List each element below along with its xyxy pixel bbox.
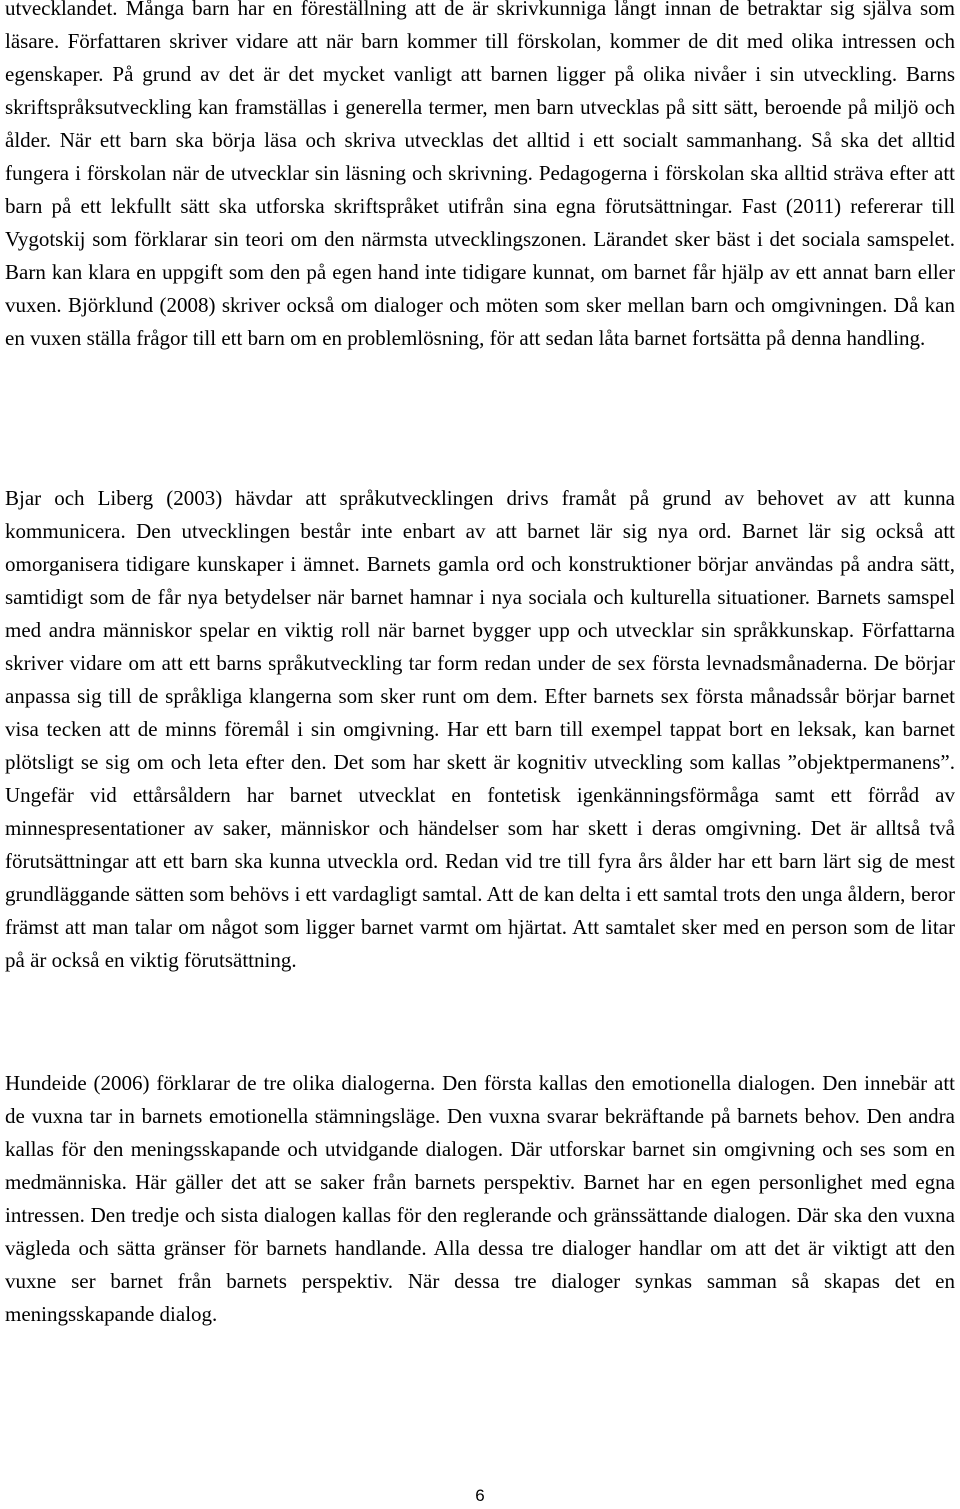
- paragraph-hundeide-dialogues: Hundeide (2006) förklarar de tre olika dialogerna. Den första kallas den emotionella dialogen. Den innebär att de vuxna tar in barnets emotionella stämningsläge. Den vuxna svarar bekräftande på barnets behov. Den andra kallas för den meningsskapande och utvidgande dialogen. Där utforskar barnet sin omgivning och ses som en medmänniska. Här gäller det att se saker från barnets perspektiv. Barnet har en egen personlighet med egna intressen. Den tredje och sista dialogen kallas för den reglerande och gränssättande dialogen. Där ska den vuxna vägleda och sätta gränser för barnets handlande. Alla dessa tre dialoger handlar om att det är viktigt att den vuxne ser barnet från barnets perspektiv. När dessa tre dialoger synkas samman så skapas det en meningsskapande dialog.: [5, 1071, 955, 1326]
- paragraph-bjar-liberg: Bjar och Liberg (2003) hävdar att språkutvecklingen drivs framåt på grund av behovet av att kunna kommunicera. Den utvecklingen består inte enbart av att barnet lär sig nya ord. Barnet lär sig också att omorganisera tidigare kunskaper i ämnet. Barnets gamla ord och konstruktioner börjar användas på andra sätt, samtidigt som de får nya betydelser när barnet hamnar i nya sociala och kulturella situationer. Barnets samspel med andra människor spelar en viktig roll när barnet bygger upp och utvecklar sin språkkunskap. Författarna skriver vidare om att ett barns språkutveckling tar form redan under de sex första levnadsmånaderna. De börjar anpassa sig till de språkliga klangerna som sker runt om dem. Efter barnets sex första månadssår börjar barnet visa tecken att de minns föremål i sin omgivning. Har ett barn till exempel tappat bort en leksak, kan barnet plötsligt se sig om och leta efter den. Det som har skett är kognitiv utveckling som kallas ”objektpermanens”. Ungefär vid ettårsåldern har barnet utvecklat en fontetisk igenkänningsförmåga samt ett förråd av minnespresentationer av saker, människor och händelser som har skett i deras omgivning. Det är alltså två förutsättningar att ett barn ska kunna utveckla ord. Redan vid tre till fyra års ålder har ett barn lärt sig de mest grundläggande sätten som behövs i ett vardagligt samtal. Att de kan delta i ett samtal trots den unga åldern, beror främst att man talar om något som ligger barnet varmt om hjärtat. Att samtalet sker med en person som de litar på är också en viktig förutsättning.: [5, 486, 955, 972]
- paragraph-language-development: utvecklandet. Många barn har en föreställning att de är skrivkunniga långt innan de betraktar sig själva som läsare. Författaren skriver vidare att när barn kommer till förskolan, kommer de dit med olika intressen och egenskaper. På grund av det är det mycket vanligt att barnen ligger på olika nivåer i sin utveckling. Barns skriftspråksutveckling kan framställas i generella termer, men barn utvecklas på sitt sätt, beroende på miljö och ålder. När ett barn ska börja läsa och skriva utvecklas det alltid i ett socialt sammanhang. Så ska det alltid fungera i förskolan när de utvecklar sin läsning och skrivning. Pedagogerna i förskolan ska alltid sträva efter att barn på ett lekfullt sätt ska utforska skriftspråket utifrån sina egna förutsättningar. Fast (2011) refererar till Vygotskij som förklarar sin teori om den närmsta utvecklingszonen. Lärandet sker bäst i det sociala samspelet. Barn kan klara en uppgift som den på egen hand inte tidigare kunnat, om barnet får hjälp av ett annat barn eller vuxen. Björklund (2008) skriver också om dialoger och möten som sker mellan barn och omgivningen. Då kan en vuxen ställa frågor till ett barn om en problemlösning, för att sedan låta barnet fortsätta på denna handling.: [5, 0, 955, 350]
- page-number: 6: [475, 1486, 485, 1505]
